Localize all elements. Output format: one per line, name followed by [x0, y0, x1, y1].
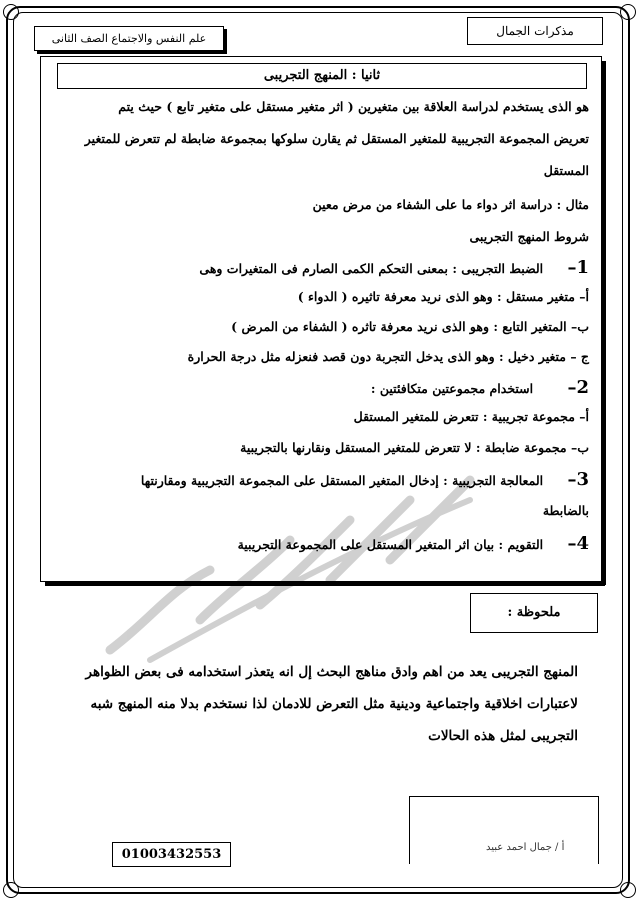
corner-scroll-ornament — [620, 882, 636, 898]
signature-text: أ / جمال احمد عبيد — [486, 842, 565, 853]
definition-line: هو الذى يستخدم لدراسة العلاقة بين متغيرين ( اثر متغير مستقل على متغير تابع ) حيث يتم — [118, 99, 589, 114]
phone-number: 01003432553 — [112, 842, 231, 867]
condition-continuation: بالضابطة — [542, 503, 589, 518]
signature-box — [409, 796, 599, 864]
condition-item — [371, 377, 589, 398]
item-text: استخدام مجموعتين متكافئتين : — [370, 381, 534, 396]
conditions-heading: شروط المنهج التجريبى — [469, 229, 589, 244]
note-line: التجريبى لمثل هذه الحالات — [428, 728, 578, 744]
condition-subitem: أ– متغير مستقل : وهو الذى نريد معرفة تاثيره ( الدواء ) — [297, 289, 589, 304]
corner-scroll-ornament — [620, 4, 636, 20]
condition-subitem: أ– مجموعة تجريبية : تتعرض للمتغير المستقل — [353, 409, 589, 424]
subject-tab: علم النفس والاجتماع الصف الثانى — [34, 26, 224, 51]
condition-subitem: ب– المتغير التابع : وهو الذى نريد معرفة تاثره ( الشفاء من المرض ) — [231, 319, 589, 334]
condition-subitem: ج – متغير دخيل : وهو الذى يدخل التجربة دون قصد فنعزله مثل درجة الحرارة — [187, 349, 589, 364]
corner-scroll-ornament — [3, 882, 19, 898]
note-line: المنهج التجريبى يعد من اهم وادق مناهج البحث إل انه يتعذر استخدامه فى بعض الظواهر — [85, 664, 578, 680]
corner-scroll-ornament — [3, 4, 19, 20]
section-title: ثانيا : المنهج التجريبى — [57, 63, 587, 89]
example-line: مثال : دراسة اثر دواء ما على الشفاء من مرض معين — [312, 197, 589, 212]
note-label: ملحوظة : — [470, 593, 598, 633]
main-content-box — [40, 56, 602, 582]
condition-item — [199, 257, 589, 278]
item-text: الضبط التجريبى : بمعنى التحكم الكمى الصارم فى المتغيرات وهى — [199, 261, 544, 276]
item-number: 3– — [567, 469, 589, 490]
item-number: 2– — [567, 377, 589, 398]
item-text: المعالجة التجريبية : إدخال المتغير المستقل على المجموعة التجريبية ومقارنتها — [140, 473, 544, 488]
box-shadow — [45, 582, 605, 586]
definition-line: المستقل — [543, 163, 589, 178]
box-shadow — [602, 61, 606, 585]
series-tab: مذكرات الجمال — [467, 17, 603, 45]
definition-line: تعريض المجموعة التجريبية للمتغير المستقل ثم يقارن سلوكها بمجموعة ضابطة لم تتعرض للمتغير — [84, 131, 589, 146]
item-number: 4– — [567, 533, 589, 554]
note-line: لاعتبارات اخلاقية واجتماعية ودينية مثل التعرض للادمان لذا نستخدم بدلا منه المنهج شبه — [90, 696, 578, 712]
condition-subitem: ب– مجموعة ضابطة : لا تتعرض للمتغير المستقل ونقارنها بالتجريبية — [240, 440, 589, 455]
item-number: 1– — [567, 257, 589, 278]
condition-item — [238, 533, 589, 554]
condition-item — [141, 469, 589, 490]
item-text: التقويم : بيان اثر المتغير المستقل على المجموعة التجريبية — [237, 537, 544, 552]
